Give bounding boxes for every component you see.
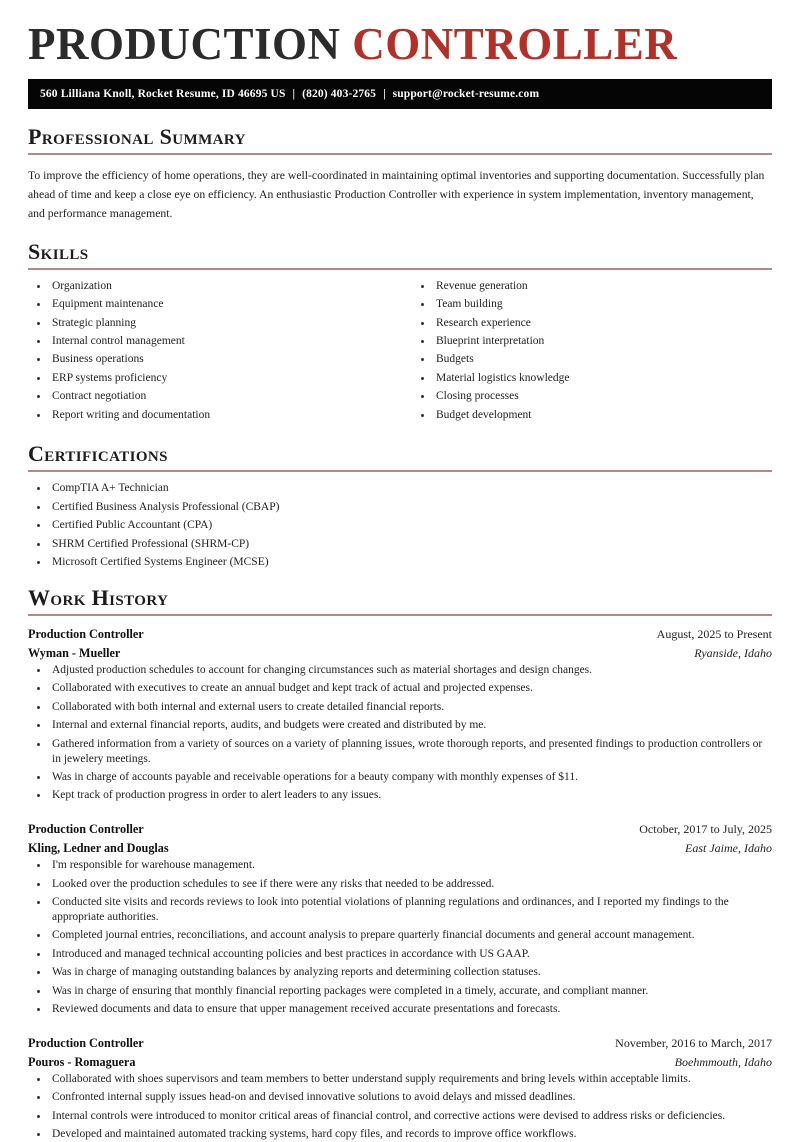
list-item: Conducted site visits and records reviews to look into potential violations of planning regulations and ordinances, and I reported my findings to the appropriate authorities.	[28, 895, 772, 925]
skills-list-right	[412, 279, 772, 423]
section-divider	[28, 153, 772, 155]
list-item: Collaborated with both internal and external users to create detailed financial reports.	[28, 700, 772, 715]
list-item: Certified Business Analysis Professional (CBAP)	[28, 500, 772, 515]
job-location: East Jaime, Idaho	[685, 841, 772, 856]
section-divider	[28, 268, 772, 270]
list-item: Kept track of production progress in order to alert leaders to any issues.	[28, 788, 772, 803]
job-title-row	[28, 1034, 772, 1053]
list-item: Business operations	[28, 352, 400, 367]
list-item: Internal controls were introduced to monitor critical areas of financial control, and corrective actions were devised to address risks or deficiencies.	[28, 1109, 772, 1124]
contact-separator-2: |	[383, 88, 386, 100]
list-item: Was in charge of ensuring that monthly financial reporting packages were completed in a timely, accurate, and compliant manner.	[28, 984, 772, 999]
job-company-row	[28, 839, 772, 858]
list-item: Internal control management	[28, 334, 400, 349]
job-location: Boehmmouth, Idaho	[674, 1055, 772, 1070]
list-item: SHRM Certified Professional (SHRM-CP)	[28, 537, 772, 552]
list-item: Reviewed documents and data to ensure that upper management received accurate presentations and forecasts.	[28, 1002, 772, 1017]
list-item: Microsoft Certified Systems Engineer (MCSE)	[28, 555, 772, 570]
list-item: Internal and external financial reports, audits, and budgets were created and distributed by me.	[28, 718, 772, 733]
job-bullets	[28, 663, 772, 804]
list-item: Was in charge of managing outstanding balances by analyzing reports and determining collection statuses.	[28, 965, 772, 980]
list-item: Revenue generation	[412, 279, 772, 294]
list-item: Confronted internal supply issues head-on and devised innovative solutions to avoid delays and missed deadlines.	[28, 1090, 772, 1105]
list-item: Adjusted production schedules to account for changing circumstances such as material shortages and design changes.	[28, 663, 772, 678]
section-title-work-history: Work History	[28, 585, 169, 611]
list-item: CompTIA A+ Technician	[28, 481, 772, 496]
list-item: I'm responsible for warehouse management.	[28, 858, 772, 873]
list-item: Strategic planning	[28, 316, 400, 331]
job-location: Ryanside, Idaho	[694, 646, 772, 661]
job-company: Wyman - Mueller	[28, 646, 121, 661]
list-item: Material logistics knowledge	[412, 371, 772, 386]
contact-separator-1: |	[292, 88, 296, 100]
certifications-list	[28, 481, 772, 570]
job-company-row	[28, 644, 772, 663]
job-title: Production Controller	[28, 627, 144, 642]
job-dates: November, 2016 to March, 2017	[615, 1036, 772, 1051]
job-title-row	[28, 625, 772, 644]
list-item: Closing processes	[412, 389, 772, 404]
skills-list-left	[28, 279, 400, 423]
section-certifications	[28, 442, 772, 570]
job-company: Kling, Ledner and Douglas	[28, 841, 169, 856]
job-bullets	[28, 858, 772, 1017]
list-item: Collaborated with shoes supervisors and team members to better understand supply requirements and bring levels within acceptable limits.	[28, 1072, 772, 1087]
list-item: Budgets	[412, 352, 772, 367]
section-professional-summary	[28, 125, 772, 224]
contact-email[interactable]: support@rocket-resume.com	[392, 88, 540, 100]
section-title-professional-summary: Professional Summary	[28, 124, 246, 149]
work-history-entry	[28, 1034, 772, 1142]
section-skills	[28, 240, 772, 427]
list-item: Contract negotiation	[28, 389, 400, 404]
section-divider	[28, 614, 772, 616]
list-item: Completed journal entries, reconciliations, and account analysis to prepare quarterly financial documents and general account management.	[28, 928, 772, 943]
job-title-row	[28, 820, 772, 839]
section-title-skills: Skills	[28, 238, 89, 264]
list-item: Gathered information from a variety of sources on a variety of planning issues, wrote thorough reports, and presented findings to production controllers or in jewelery meetings.	[28, 737, 772, 767]
contact-bar	[28, 79, 772, 109]
list-item: Looked over the production schedules to see if there were any risks that needed to be addressed.	[28, 877, 772, 892]
list-item: Collaborated with executives to create an annual budget and kept track of actual and projected expenses.	[28, 681, 772, 696]
section-work-history	[28, 586, 772, 1142]
list-item: Research experience	[412, 316, 772, 331]
job-title: Production Controller	[28, 822, 144, 837]
contact-phone[interactable]: (820) 403-2765	[302, 88, 377, 100]
job-dates: August, 2025 to Present	[656, 627, 772, 642]
list-item: ERP systems proficiency	[28, 371, 400, 386]
skills-column-right	[400, 279, 772, 427]
skills-column-left	[28, 279, 400, 427]
list-item: Budget development	[412, 408, 772, 423]
list-item: Organization	[28, 279, 400, 294]
list-item: Developed and maintained automated tracking systems, hard copy files, and records to improve office workflows.	[28, 1127, 772, 1142]
list-item: Certified Public Accountant (CPA)	[28, 518, 772, 533]
work-history-entry	[28, 820, 772, 1017]
list-item: Blueprint interpretation	[412, 334, 772, 349]
job-company-row	[28, 1053, 772, 1072]
job-company: Pouros - Romaguera	[28, 1055, 136, 1070]
name-last-word: CONTROLLER	[352, 19, 678, 69]
contact-address: 560 Lilliana Knoll, Rocket Resume, ID 46695 US	[40, 88, 286, 100]
list-item: Introduced and managed technical accounting policies and best practices in accordance with US GAAP.	[28, 947, 772, 962]
job-title: Production Controller	[28, 1036, 144, 1051]
section-divider	[28, 470, 772, 472]
skills-columns	[28, 279, 772, 427]
list-item: Equipment maintenance	[28, 297, 400, 312]
list-item: Was in charge of accounts payable and receivable operations for a beauty company with monthly expenses of $11.	[28, 770, 772, 785]
name-first-word: PRODUCTION	[28, 19, 341, 69]
resume-name-header	[28, 0, 772, 73]
work-history-entry	[28, 625, 772, 803]
section-title-certifications: Certifications	[28, 441, 168, 467]
job-dates: October, 2017 to July, 2025	[639, 822, 772, 837]
list-item: Team building	[412, 297, 772, 312]
list-item: Report writing and documentation	[28, 408, 400, 423]
job-bullets	[28, 1072, 772, 1142]
professional-summary-text: To improve the efficiency of home operations, they are well-coordinated in maintaining optimal inventories and supporting documentation. Successfully plan ahead of time and keep a close eye on efficiency. An enthusiastic Production Controller with experience in system implementation, inventory management, and performance management.	[28, 168, 765, 220]
